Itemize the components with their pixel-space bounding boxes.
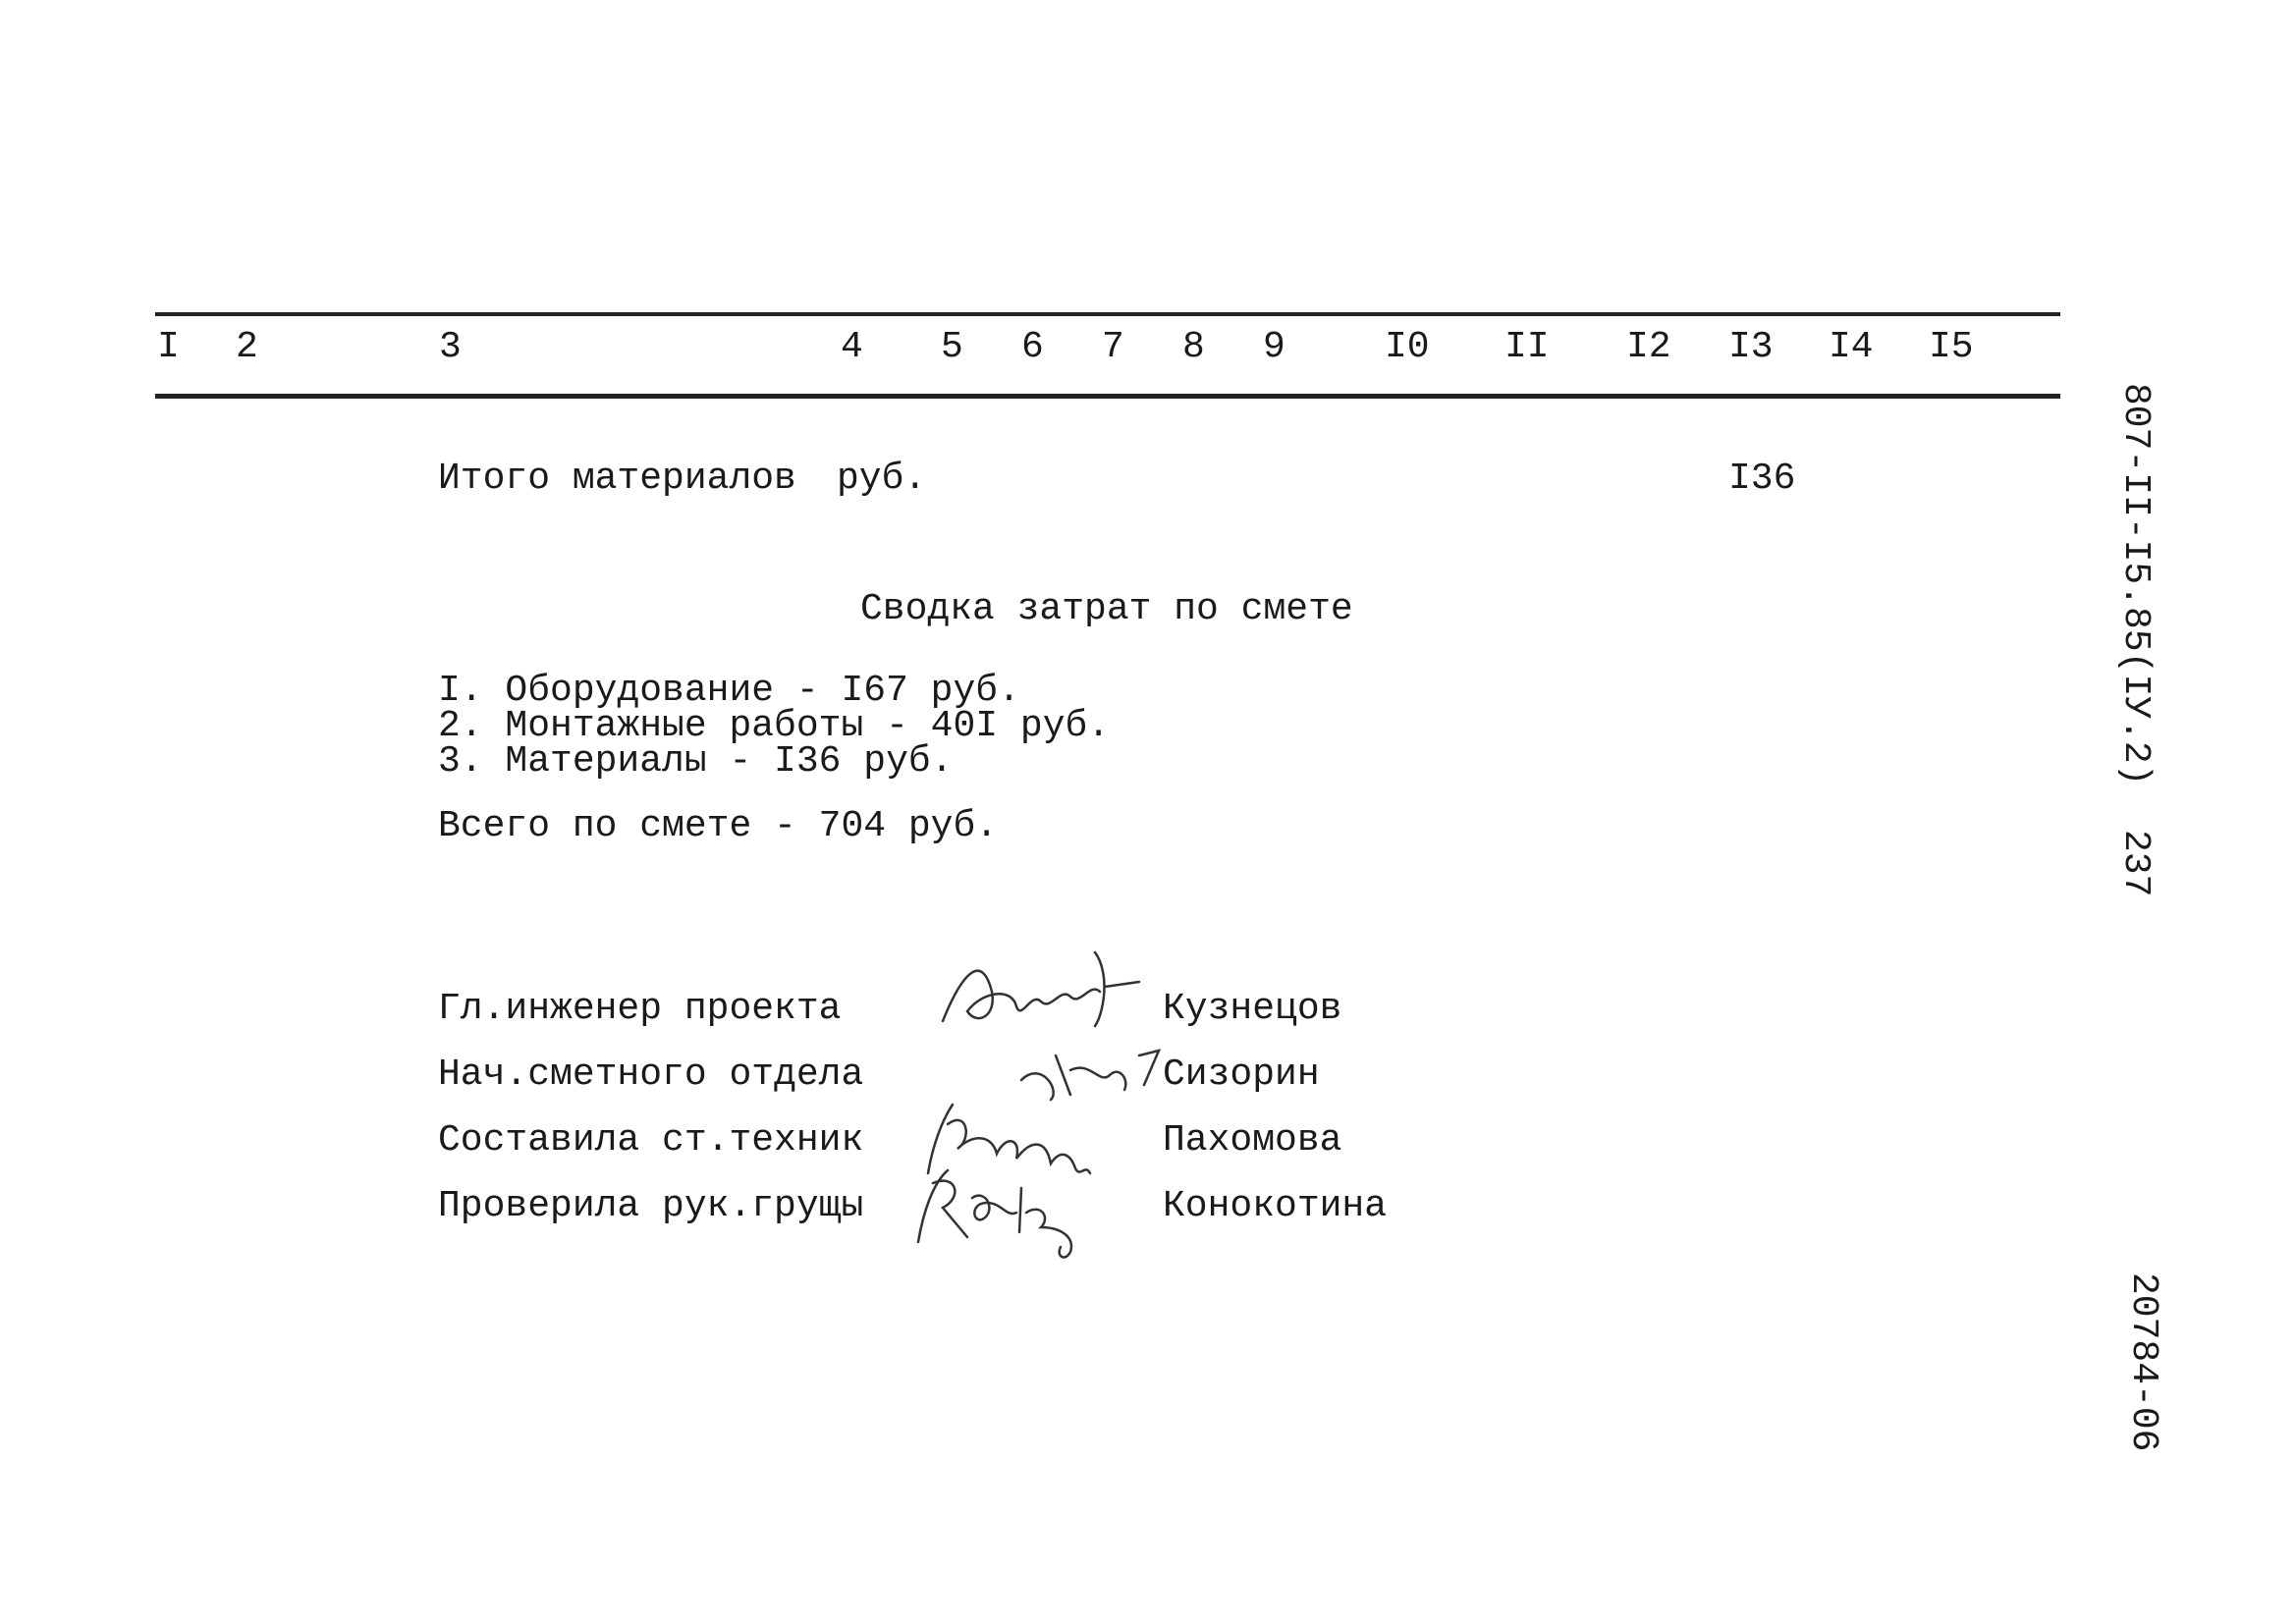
materials-total-unit: руб. (837, 458, 927, 500)
column-number-5: 5 (941, 326, 963, 368)
signatory-name-konokotina: Конокотина (1163, 1185, 1388, 1227)
column-number-8: 8 (1182, 326, 1205, 368)
column-number-9: 9 (1263, 326, 1285, 368)
signatory-role-chief-engineer: Гл.инженер проекта (438, 988, 842, 1030)
column-number-14: I4 (1829, 326, 1874, 368)
signatory-name-kuznetsov: Кузнецов (1163, 988, 1342, 1030)
header-bottom-rule (155, 394, 2060, 399)
signature-konokotina (903, 1159, 1100, 1267)
header-top-rule (155, 312, 2060, 316)
summary-item-equipment: I. Оборудование - I67 руб. (438, 670, 1020, 712)
summary-title: Сводка затрат по смете (860, 588, 1353, 630)
document-code: 807-II-I5.85(IУ.2) (2114, 383, 2157, 786)
summary-item-materials: 3. Материалы - I36 руб. (438, 740, 954, 783)
signatory-name-pakhomova: Пахомова (1163, 1119, 1342, 1162)
column-number-13: I3 (1728, 326, 1774, 368)
archive-number: 20784-06 (2122, 1272, 2164, 1452)
column-number-3: 3 (439, 326, 462, 368)
column-number-11: II (1504, 326, 1550, 368)
column-number-7: 7 (1102, 326, 1124, 368)
summary-total: Всего по смете - 704 руб. (438, 805, 999, 847)
signatory-name-sizorin: Сизорин (1163, 1054, 1320, 1096)
column-number-15: I5 (1929, 326, 1974, 368)
summary-item-installation: 2. Монтажные работы - 40I руб. (438, 705, 1111, 747)
column-number-1: I (157, 326, 180, 368)
page-number: 237 (2114, 830, 2157, 897)
column-number-12: I2 (1626, 326, 1671, 368)
column-number-2: 2 (236, 326, 258, 368)
materials-total-label: Итого материалов (438, 458, 796, 500)
signatory-role-checker: Проверила рук.грущы (438, 1185, 864, 1227)
column-number-6: 6 (1021, 326, 1044, 368)
signatory-role-estimate-head: Нач.сметного отдела (438, 1054, 864, 1096)
signature-kuznetsov (923, 933, 1159, 1041)
signatory-role-compiler: Составила ст.техник (438, 1119, 864, 1162)
materials-total-value: I36 (1728, 458, 1796, 500)
column-number-4: 4 (841, 326, 863, 368)
column-number-10: I0 (1385, 326, 1430, 368)
